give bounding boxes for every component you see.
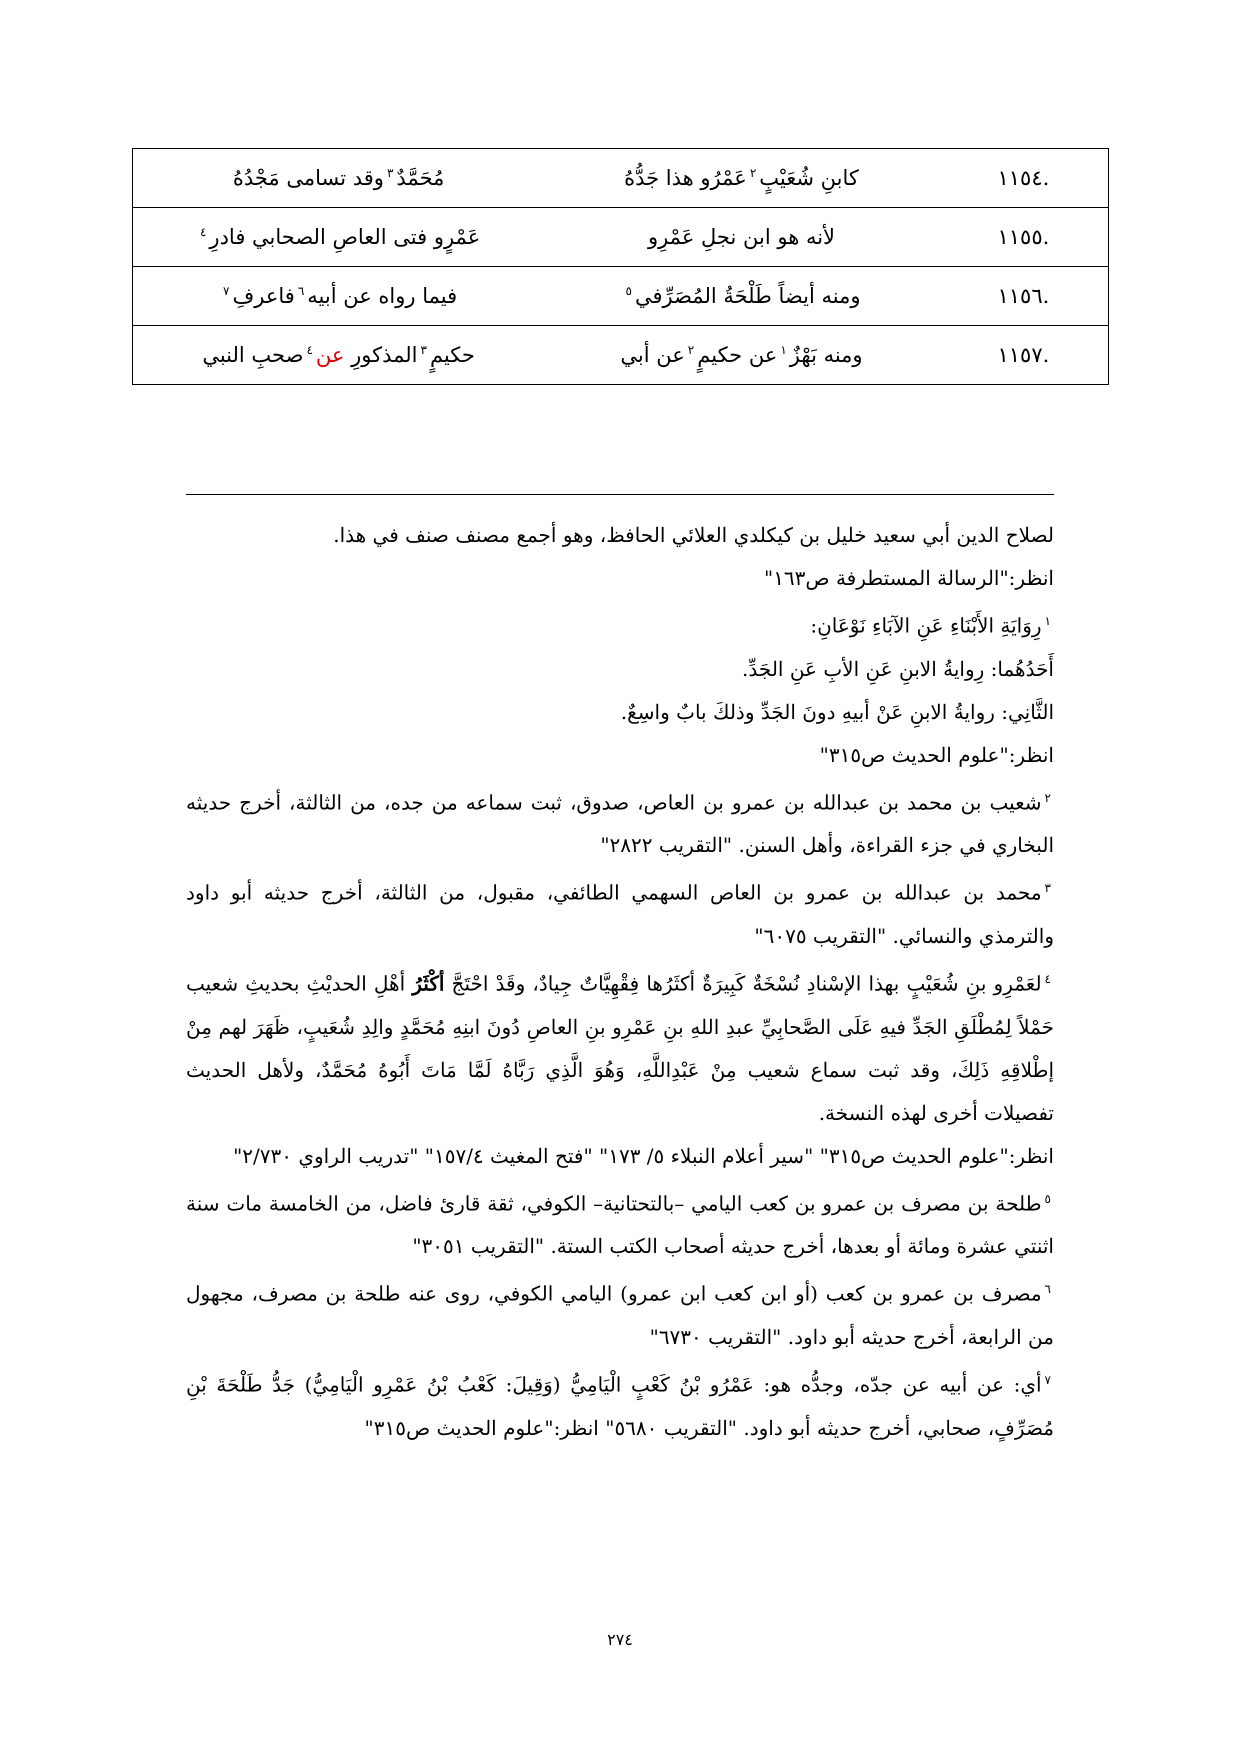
footnote-6: $^٦$مصرف بن عمرو بن كعب (أو ابن كعب ابن عمرو) اليامي الكوفي، روى عنه طلحة بن مصرف، مجهول من الرابعة، أخرج حديثه أبو داود. "التقريب ٦٧٣٠" bbox=[186, 1281, 1054, 1349]
verse-row bbox=[133, 326, 1109, 385]
footnote-1: $^١$رِوَايَةِ الأَبْنَاءِ عَنِ الآبَاءِ نَوْعَانِ: bbox=[810, 613, 1051, 638]
footnote-4-ref: انظر:"علوم الحديث ص٣١٥" "سير أعلام النبلاء ٥/ ١٧٣" "فتح المغيث ١٥٧/٤" "تدريب الراوي ٢/٧٣٠" bbox=[233, 1143, 1054, 1168]
footnote-1-line: الثَّانِي: روايةُ الابنِ عَنْ أبيهِ دونَ الجَدِّ وذلكَ بابٌ واسِعٌ. bbox=[620, 699, 1054, 724]
footnote-ref: ٧ bbox=[223, 284, 230, 298]
footnote-ref: ٢ bbox=[687, 343, 695, 357]
verse-row bbox=[133, 267, 1109, 326]
verse-number: .١١٥٦ bbox=[939, 267, 1109, 326]
verse-second-hemistich: مُحَمَّدٌ$^٣$وقد تسامى مَجْدُهُ bbox=[133, 149, 545, 208]
page-number: ٢٧٤ bbox=[607, 1630, 633, 1649]
footnote-intro: لصلاح الدين أبي سعيد خليل بن كيكلدي العلائي الحافظ، وهو أجمع مصنف صنف في هذا. bbox=[333, 523, 1054, 547]
footnote-2: $^٢$شعيب بن محمد بن عبدالله بن عمرو بن العاص، صدوق، ثبت سماعه من جده، من الثالثة، أخرج حديثه البخاري في جزء القراءة، وأهل السنن. "التقريب ٢٨٢٢" bbox=[186, 790, 1054, 858]
verse-number: .١١٥٤ bbox=[939, 149, 1109, 208]
verse-second-hemistich: حكيمٍ$^٣$المذكورِ عن$^٤$صحبِ النبي bbox=[133, 326, 545, 385]
verse-row bbox=[133, 149, 1109, 208]
footnote-1-ref: انظر:"علوم الحديث ص٣١٥" bbox=[819, 742, 1054, 767]
footnote-ref: ٤ bbox=[199, 225, 207, 239]
verse-row bbox=[133, 208, 1109, 267]
footnote-ref: ١ bbox=[780, 343, 787, 357]
footnote-ref: ٥ bbox=[625, 284, 632, 298]
footnote-1-line: أَحَدُهُما: رِوايةُ الابنِ عَنِ الأبِ عَنِ الجَدِّ. bbox=[742, 656, 1054, 681]
footnote-5: $^٥$طلحة بن مصرف بن عمرو بن كعب اليامي –بالتحتانية– الكوفي، ثقة قارئ فاضل، من الخامسة مات سنة اثنتي عشرة ومائة أو بعدها، أخرج حديثه أصحاب الكتب الستة. "التقريب ٣٠٥١" bbox=[186, 1191, 1054, 1259]
verse-first-hemistich: ومنه أيضاً طَلْحَةُ المُصَرِّفي$^٥$ bbox=[544, 267, 939, 326]
verse-second-hemistich: فيما رواه عن أبيه$^٦$فاعرفِ$^٧$ bbox=[133, 267, 545, 326]
footnote-separator bbox=[186, 494, 1054, 495]
footnote-ref: ٢ bbox=[749, 166, 757, 180]
highlighted-word: عن bbox=[315, 343, 345, 367]
verse-second-hemistich: عَمْرٍو فتى العاصِ الصحابي فادرِ$^٤$ bbox=[133, 208, 545, 267]
footnote-7: $^٧$أي: عن أبيه عن جدّه، وجدُّه هو: عَمْرُو بْنُ كَعْبٍ الْيَامِيُّ (وَقِيلَ: كَعْبُ بْنُ عَمْرِو الْيَامِيُّ) جَدُّ طَلْحَةَ بْنِ مُصَرِّفٍ، صحابي، أخرج حديثه أبو داود. "التقريب ٥٦٨٠" انظر:"علوم الحديث ص٣١٥" bbox=[186, 1372, 1054, 1440]
footnote-4: $^٤$لعَمْرِو بنِ شُعَيْبٍ بهذا الإسْنادِ نُسْخَةٌ كَبِيرَةٌ أكثَرُها فِقْهِيَّاتٌ جِيادٌ، وقَدْ احْتَجَّ أكْثَرُ أهْلِ الحديْثِ بحديثِ شعيب حَمْلاً لِمُطْلَقِ الجَدِّ فيهِ عَلَى الصَّحابِيِّ عبدِ اللهِ بنِ عَمْرِو بنِ العاصِ دُونَ ابنِهِ مُحَمَّدٍ والِدِ شُعَيبٍ، ظَهَرَ لهم مِنْ إطْلاقِهِ ذَلِكَ، وقد ثبت سماع شعيب مِنْ عَبْدِاللَّهِ، وَهُوَ الَّذِي رَبَّاهُ لَمَّا مَاتَ أَبُوهُ مُحَمَّدٌ، ولأهل الحديث تفصيلات أخرى لهذه النسخة. bbox=[186, 971, 1054, 1125]
verse-number: .١١٥٧ bbox=[939, 326, 1109, 385]
footnote-ref: ٣ bbox=[386, 166, 394, 180]
verse-first-hemistich: لأنه هو ابن نجلِ عَمْرِو bbox=[544, 208, 939, 267]
footnote-ref: ٤ bbox=[306, 343, 313, 357]
verse-first-hemistich: كابنِ شُعَيْبٍ$^٢$عَمْرُو هذا جَدُّهُ bbox=[544, 149, 939, 208]
footnote-ref: ٣ bbox=[420, 343, 427, 357]
verse-first-hemistich: ومنه بَهْزٌ$^١$عن حكيمٍ$^٢$عن أبي bbox=[544, 326, 939, 385]
footnote-3: $^٣$محمد بن عبدالله بن عمرو بن العاص السهمي الطائفي، مقبول، من الثالثة، أخرج حديثه أبو داود والترمذي والنسائي. "التقريب ٦٠٧٥" bbox=[186, 880, 1054, 948]
verse-table bbox=[132, 148, 1109, 385]
footnotes bbox=[186, 514, 1054, 1450]
footnote-ref: ٦ bbox=[297, 284, 305, 298]
footnote-intro-ref: انظر:"الرسالة المستطرفة ص١٦٣" bbox=[763, 566, 1054, 590]
verse-number: .١١٥٥ bbox=[939, 208, 1109, 267]
